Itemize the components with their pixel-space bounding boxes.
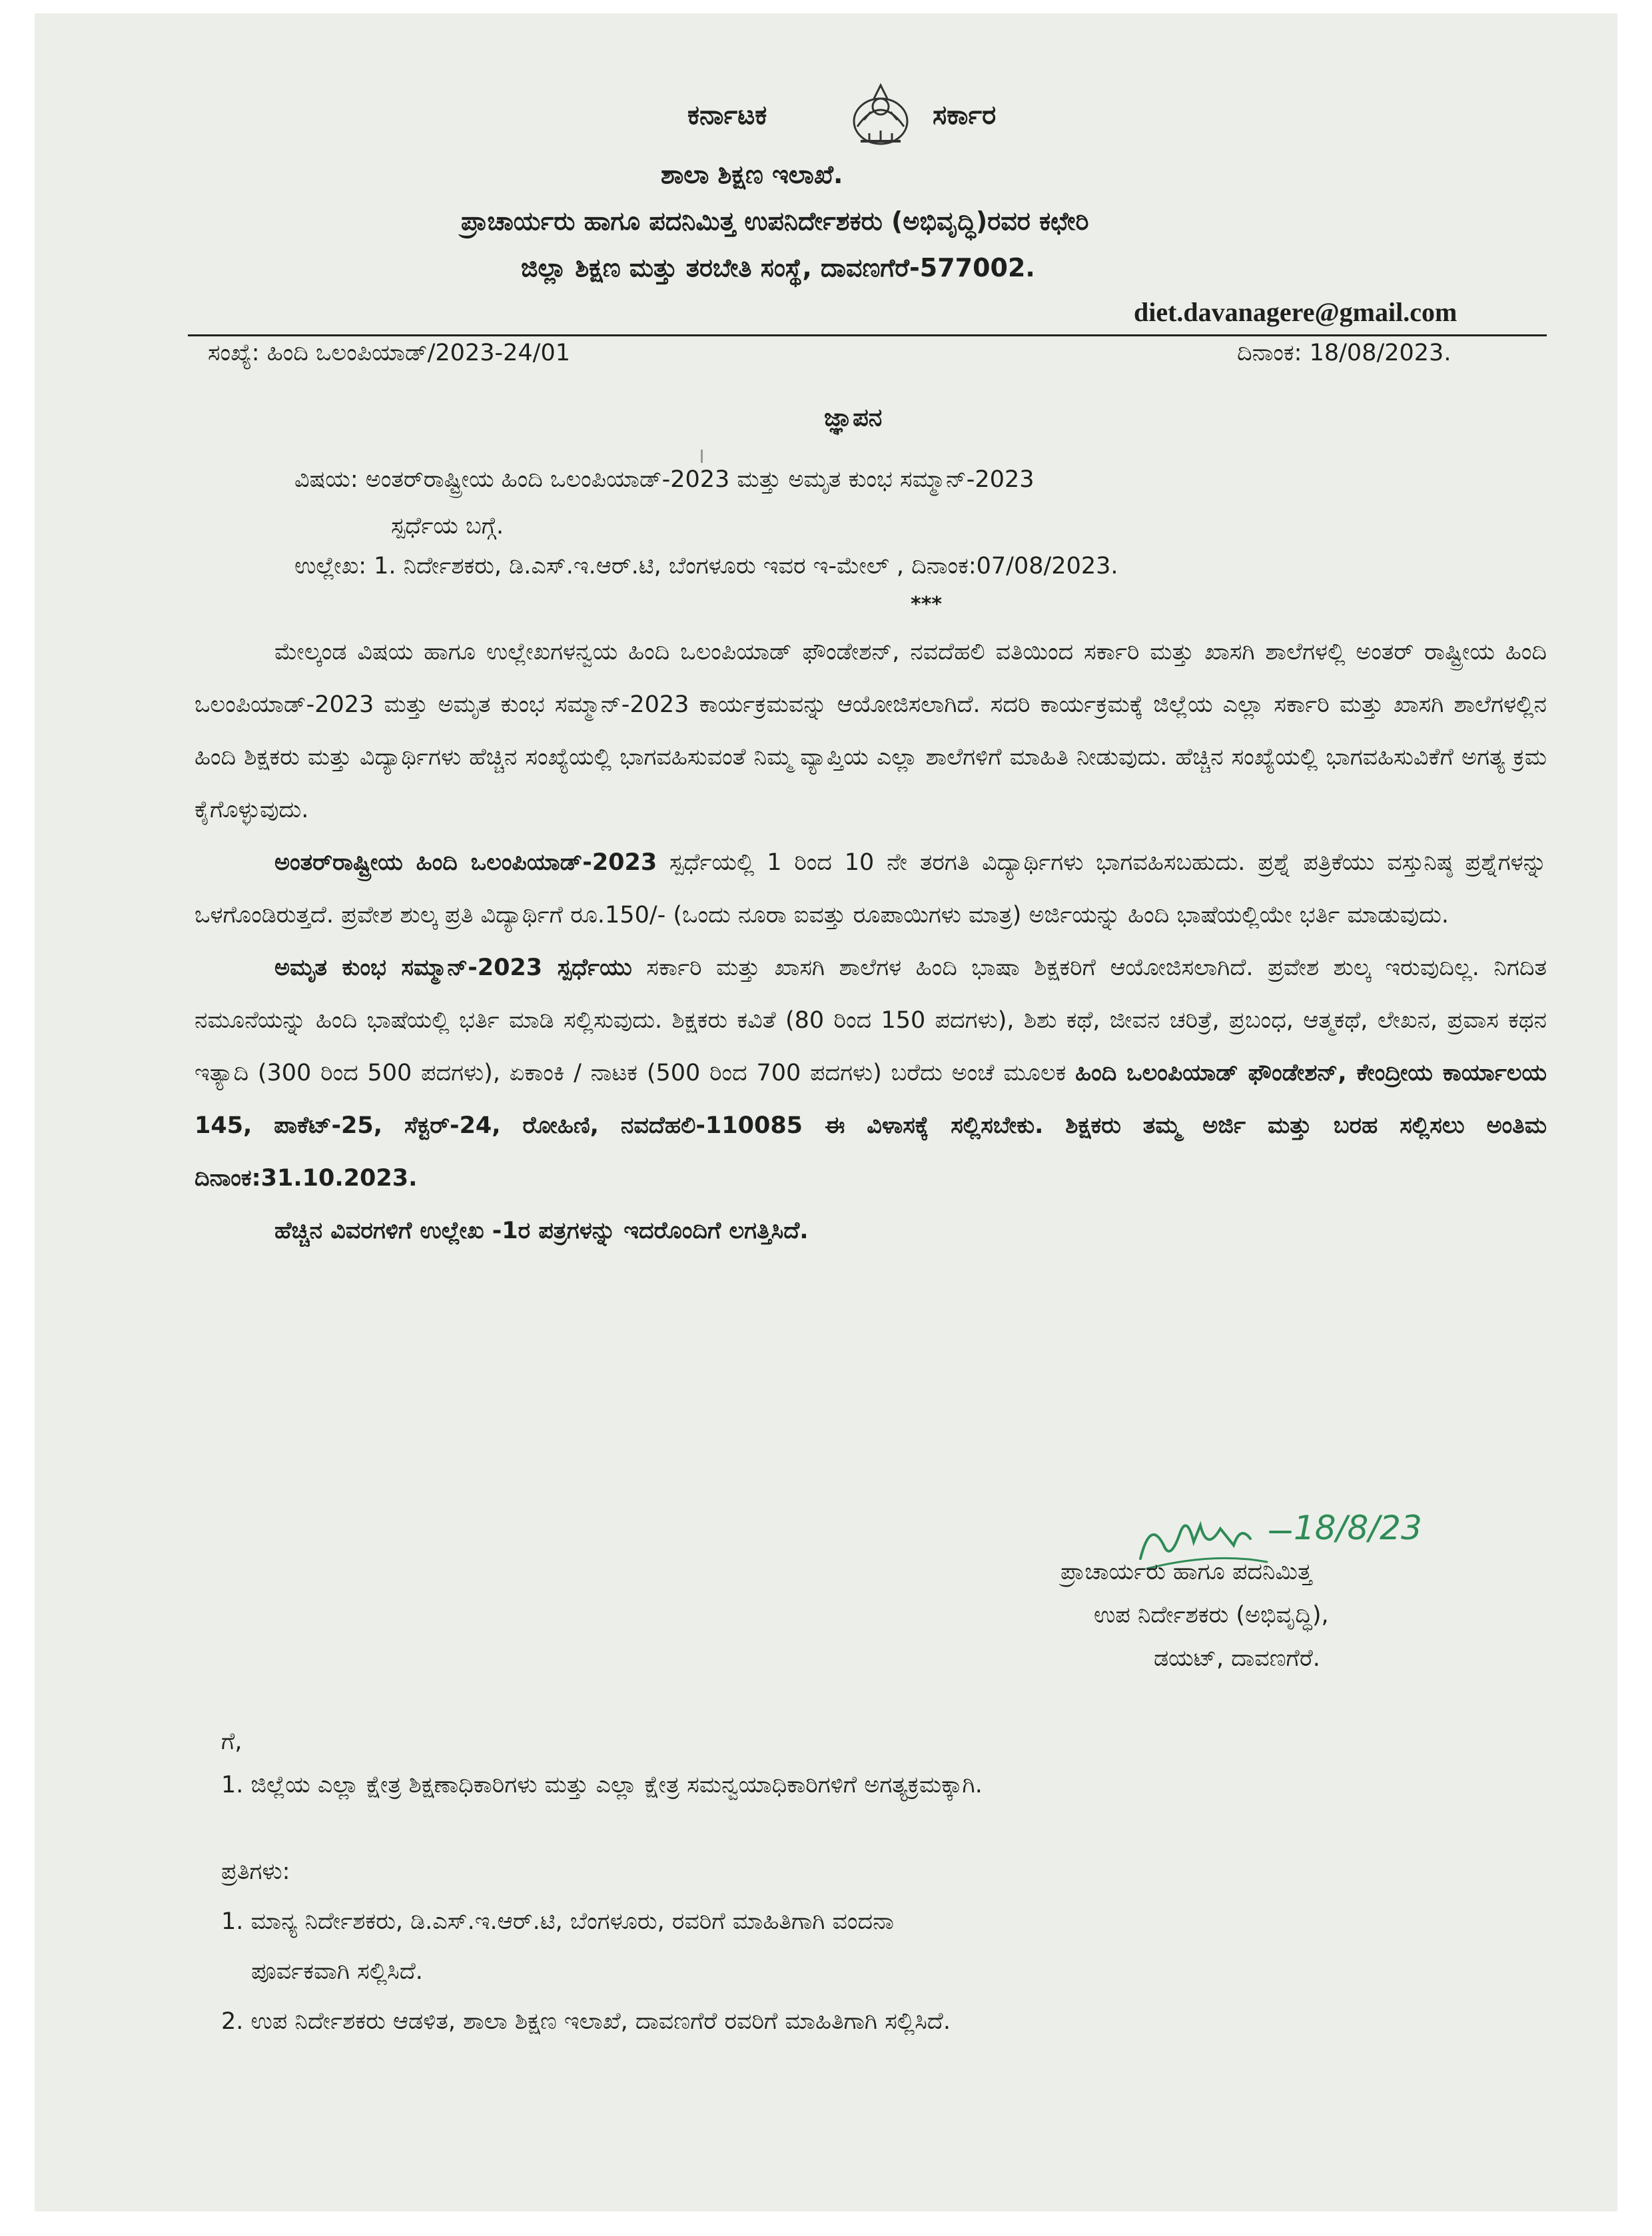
paragraph-3-address: ಹಿಂದಿ ಒಲಂಪಿಯಾಡ್ ಫೌಂಡೇಶನ್, ಕೇಂದ್ರೀಯ ಕಾರ್ಯಾಲಯ 145, ಪಾಕೆಟ್-25, ಸೆಕ್ಟರ್-24, ರೋಹಿಣಿ, ನವದೆಹಲಿ-110085 ಈ ವಿಳಾಸಕ್ಕೆ ಸಲ್ಲಿಸಬೇಕು. ಶಿಕ್ಷಕರು ತಮ್ಮ ಅರ್ಜಿ ಮತ್ತು ಬರಹ ಸಲ್ಲಿಸಲು ಅಂತಿಮ ದಿನಾಂಕ:31.10.2023.: [195, 1060, 1547, 1192]
signatory-line-3: ಡಯಟ್, ದಾವಣಗೆರೆ.: [1154, 1645, 1320, 1672]
copy-item-1-line-1: 1. ಮಾನ್ಯ ನಿರ್ದೇಶಕರು, ಡಿ.ಎಸ್.ಇ.ಆರ್.ಟಿ, ಬೆಂಗಳೂರು, ರವರಿಗೆ ಮಾಹಿತಿಗಾಗಿ ವಂದನಾ: [221, 1908, 894, 1935]
subject-line-2: ಸ್ಪರ್ಧೆಯ ಬಗ್ಗೆ.: [391, 513, 504, 540]
reference-line: ಉಲ್ಲೇಖ: 1. ನಿರ್ದೇಶಕರು, ಡಿ.ಎಸ್.ಇ.ಆರ್.ಟಿ, ಬೆಂಗಳೂರು ಇವರ ಇ-ಮೇಲ್ , ದಿನಾಂಕ:07/08/2023.: [294, 553, 1118, 579]
header-divider: [188, 334, 1547, 336]
memo-heading: ಜ್ಞಾಪನ: [824, 403, 883, 432]
subject-line-1: ವಿಷಯ: ಅಂತರ್‌ರಾಷ್ಟ್ರೀಯ ಹಿಂದಿ ಒಲಂಪಿಯಾಡ್-2023 ಮತ್ತು ಅಮೃತ ಕುಂಭ ಸಮ್ಮಾನ್-2023: [294, 466, 1034, 493]
paragraph-2-text: ಸ್ಪರ್ಧೆಯಲ್ಲಿ 1 ರಿಂದ 10 ನೇ ತರಗತಿ ವಿದ್ಯಾರ್ಥಿಗಳು ಭಾಗವಹಿಸಬಹುದು. ಪ್ರಶ್ನೆ ಪತ್ರಿಕೆಯು ವಸ್ತುನಿಷ್ಠ ಪ್ರಶ್ನೆಗಳನ್ನು ಒಳಗೊಂಡಿರುತ್ತದೆ. ಪ್ರವೇಶ ಶುಲ್ಕ ಪ್ರತಿ ವಿದ್ಯಾರ್ಥಿಗೆ ರೂ.150/- (ಒಂದು ನೂರಾ ಐವತ್ತು ರೂಪಾಯಿಗಳು ಮಾತ್ರ) ಅರ್ಜಿಯನ್ನು ಹಿಂದಿ ಭಾಷೆಯಲ್ಲಿಯೇ ಭರ್ತಿ ಮಾಡುವುದು.: [195, 849, 1547, 929]
paragraph-1: ಮೇಲ್ಕಂಡ ವಿಷಯ ಹಾಗೂ ಉಲ್ಲೇಖಗಳನ್ವಯ ಹಿಂದಿ ಒಲಂಪಿಯಾಡ್ ಫೌಂಡೇಶನ್, ನವದೆಹಲಿ ವತಿಯಿಂದ ಸರ್ಕಾರಿ ಮತ್ತು ಖಾಸಗಿ ಶಾಲೆಗಳಲ್ಲಿ ಅಂತರ್ ರಾಷ್ಟ್ರೀಯ ಹಿಂದಿ ಒಲಂಪಿಯಾಡ್-2023 ಮತ್ತು ಅಮೃತ ಕುಂಭ ಸಮ್ಮಾನ್-2023 ಕಾರ್ಯಕ್ರಮವನ್ನು ಆಯೋಜಿಸಲಾಗಿದೆ. ಸದರಿ ಕಾರ್ಯಕ್ರಮಕ್ಕೆ ಜಿಲ್ಲೆಯ ಎಲ್ಲಾ ಸರ್ಕಾರಿ ಮತ್ತು ಖಾಸಗಿ ಶಾಲೆಗಳಲ್ಲಿನ ಹಿಂದಿ ಶಿಕ್ಷಕರು ಮತ್ತು ವಿದ್ಯಾರ್ಥಿಗಳು ಹೆಚ್ಚಿನ ಸಂಖ್ಯೆಯಲ್ಲಿ ಭಾಗವಹಿಸುವಂತೆ ನಿಮ್ಮ ವ್ಯಾಪ್ತಿಯ ಎಲ್ಲಾ ಶಾಲೆಗಳಿಗೆ ಮಾಹಿತಿ ನೀಡುವುದು. ಹೆಚ್ಚಿನ ಸಂಖ್ಯೆಯಲ್ಲಿ ಭಾಗವಹಿಸುವಿಕೆಗೆ ಅಗತ್ಯ ಕ್ರಮ ಕೈಗೊಳ್ಳುವುದು.: [195, 639, 1547, 823]
govt-name-right: ಸರ್ಕಾರ: [933, 100, 997, 131]
document-page: [35, 13, 1617, 2211]
recipient-item-1: 1. ಜಿಲ್ಲೆಯ ಎಲ್ಲಾ ಕ್ಷೇತ್ರ ಶಿಕ್ಷಣಾಧಿಕಾರಿಗಳು ಮತ್ತು ಎಲ್ಲಾ ಕ್ಷೇತ್ರ ಸಮನ್ವಯಾಧಿಕಾರಿಗಳಿಗೆ ಅಗತ್ಯಕ್ರಮಕ್ಕಾಗಿ.: [221, 1772, 983, 1798]
signatory-line-2: ಉಪ ನಿರ್ದೇಶಕರು (ಅಭಿವೃದ್ಧಿ),: [1094, 1602, 1329, 1629]
copies-label: ಪ್ರತಿಗಳು:: [221, 1858, 290, 1885]
department-name: ಶಾಲಾ ಶಿಕ್ಷಣ ಇಲಾಖೆ.: [661, 160, 843, 189]
office-email: diet.davanagere@gmail.com: [1134, 297, 1457, 327]
paragraph-3: [195, 942, 1547, 1205]
separator-stars: ***: [911, 593, 943, 616]
reference-number: ಸಂಖ್ಯೆ: ಹಿಂದಿ ಒಲಂಪಿಯಾಡ್/2023-24/01: [208, 340, 570, 366]
recipients-label: ಗೆ,: [221, 1728, 242, 1755]
paragraph-4: ಹೆಚ್ಚಿನ ವಿವರಗಳಿಗೆ ಉಲ್ಲೇಖ -1ರ ಪತ್ರಗಳನ್ನು ಇದರೊಂದಿಗೆ ಲಗತ್ತಿಸಿದೆ.: [274, 1218, 809, 1244]
govt-name-left: ಕರ್ನಾಟಕ: [687, 100, 767, 131]
letter-date: ದಿನಾಂಕ: 18/08/2023.: [1237, 340, 1451, 366]
institute-address: ಜಿಲ್ಲಾ ಶಿಕ್ಷಣ ಮತ್ತು ತರಬೇತಿ ಸಂಸ್ಥೆ, ದಾವಣಗೆರೆ-577002.: [521, 253, 1035, 282]
paragraph-2-bold: ಅಂತರ್‌ರಾಷ್ಟ್ರೀಯ ಹಿಂದಿ ಒಲಂಪಿಯಾಡ್-2023: [274, 849, 657, 876]
copy-item-2: 2. ಉಪ ನಿರ್ದೇಶಕರು ಆಡಳಿತ, ಶಾಲಾ ಶಿಕ್ಷಣ ಇಲಾಖೆ, ದಾವಣಗೆರೆ ರವರಿಗೆ ಮಾಹಿತಿಗಾಗಿ ಸಲ್ಲಿಸಿದೆ.: [221, 2008, 951, 2035]
signatory-line-1: ಪ್ರಾಚಾರ್ಯರು ಹಾಗೂ ಪದನಿಮಿತ್ತ: [1060, 1559, 1312, 1585]
paragraph-2: [195, 837, 1547, 942]
paragraph-3-text: ಸರ್ಕಾರಿ ಮತ್ತು ಖಾಸಗಿ ಶಾಲೆಗಳ ಹಿಂದಿ ಭಾಷಾ ಶಿಕ್ಷಕರಿಗೆ ಆಯೋಜಿಸಲಾಗಿದೆ. ಪ್ರವೇಶ ಶುಲ್ಕ ಇರುವುದಿಲ್ಲ. ನಿಗದಿತ ನಮೂನೆಯನ್ನು ಹಿಂದಿ ಭಾಷೆಯಲ್ಲಿ ಭರ್ತಿ ಮಾಡಿ ಸಲ್ಲಿಸುವುದು. ಶಿಕ್ಷಕರು ಕವಿತೆ (80 ರಿಂದ 150 ಪದಗಳು), ಶಿಶು ಕಥೆ, ಜೀವನ ಚರಿತ್ರೆ, ಪ್ರಬಂಧ, ಆತ್ಮಕಥೆ, ಲೇಖನ, ಪ್ರವಾಸ ಕಥನ ಇತ್ಯಾದಿ (300 ರಿಂದ 500 ಪದಗಳು), ಏಕಾಂಕಿ / ನಾಟಕ (500 ರಿಂದ 700 ಪದಗಳು) ಬರೆದು ಅಂಚೆ ಮೂಲಕ: [195, 954, 1547, 1086]
stray-mark: [701, 450, 703, 463]
paragraph-3-bold: ಅಮೃತ ಕುಂಭ ಸಮ್ಮಾನ್-2023 ಸ್ಪರ್ಧೆಯು: [274, 954, 632, 981]
copy-item-1-line-2: ಪೂರ್ವಕವಾಗಿ ಸಲ್ಲಿಸಿದೆ.: [251, 1958, 423, 1985]
karnataka-emblem-icon: [844, 80, 917, 153]
signature-date: 18/8/23: [1294, 1509, 1422, 1547]
memo-body: [195, 626, 1547, 1258]
office-name: ಪ್ರಾಚಾರ್ಯರು ಹಾಗೂ ಪದನಿಮಿತ್ತ ಉಪನಿರ್ದೇಶಕರು (ಅಭಿವೃದ್ಧಿ)ರವರ ಕಛೇರಿ: [461, 206, 1089, 236]
